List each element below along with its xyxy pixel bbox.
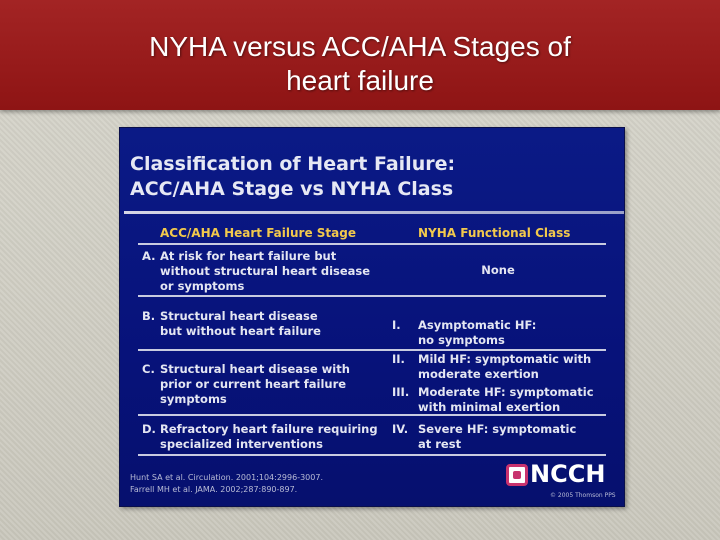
- stage-letter-c: C.: [142, 362, 155, 376]
- reference-citations: Hunt SA et al. Circulation. 2001;104:2996-3007. Farrell MH et al. JAMA. 2002;287:890-897.: [130, 473, 323, 494]
- row-divider: [138, 295, 606, 297]
- ncch-logo-icon: [506, 464, 528, 486]
- header-divider: [138, 243, 606, 245]
- row-divider: [138, 414, 606, 416]
- stage-d-text: Refractory heart failure requiring specialized interventions: [160, 422, 378, 451]
- nyha-class-iii-text: Moderate HF: symptomatic with minimal exertion: [418, 385, 594, 414]
- stage-c-text: Structural heart disease with prior or current heart failure symptoms: [160, 362, 350, 406]
- nyha-class-iv-text: Severe HF: symptomatic at rest: [418, 422, 577, 451]
- column-header-nyha: NYHA Functional Class: [418, 226, 571, 240]
- stage-a-text: At risk for heart failure but without structural heart disease or symptoms: [160, 249, 371, 293]
- nyha-class-i-numeral: I.: [392, 318, 401, 332]
- nyha-class-iv-numeral: IV.: [392, 422, 409, 436]
- stage-letter-d: D.: [142, 422, 156, 436]
- ncch-logo-text: NCCH: [530, 460, 606, 488]
- image-heading: Classification of Heart Failure: ACC/AHA Stage vs NYHA Class: [130, 153, 456, 200]
- nyha-class-ii-numeral: II.: [392, 352, 405, 366]
- stage-letter-b: B.: [142, 309, 156, 323]
- title-bar: [0, 0, 720, 110]
- nyha-class-i-text: Asymptomatic HF: no symptoms: [418, 318, 537, 347]
- stage-b-text: Structural heart disease but without heart failure: [160, 309, 321, 338]
- slide-title: NYHA versus ACC/AHA Stages of heart failure: [149, 31, 571, 96]
- heading-divider: [124, 211, 624, 214]
- nyha-class-iii-numeral: III.: [392, 385, 410, 399]
- copyright-text: © 2005 Thomson PPS: [550, 492, 616, 499]
- row-divider: [138, 349, 606, 351]
- table-bottom-divider: [138, 454, 606, 456]
- ncch-logo: [506, 458, 618, 488]
- column-header-acc-aha: ACC/AHA Heart Failure Stage: [160, 226, 356, 240]
- stage-letter-a: A.: [142, 249, 156, 263]
- classification-slide-image: [119, 127, 625, 507]
- nyha-class-ii-text: Mild HF: symptomatic with moderate exertion: [418, 352, 592, 381]
- nyha-none-text: None: [481, 263, 515, 277]
